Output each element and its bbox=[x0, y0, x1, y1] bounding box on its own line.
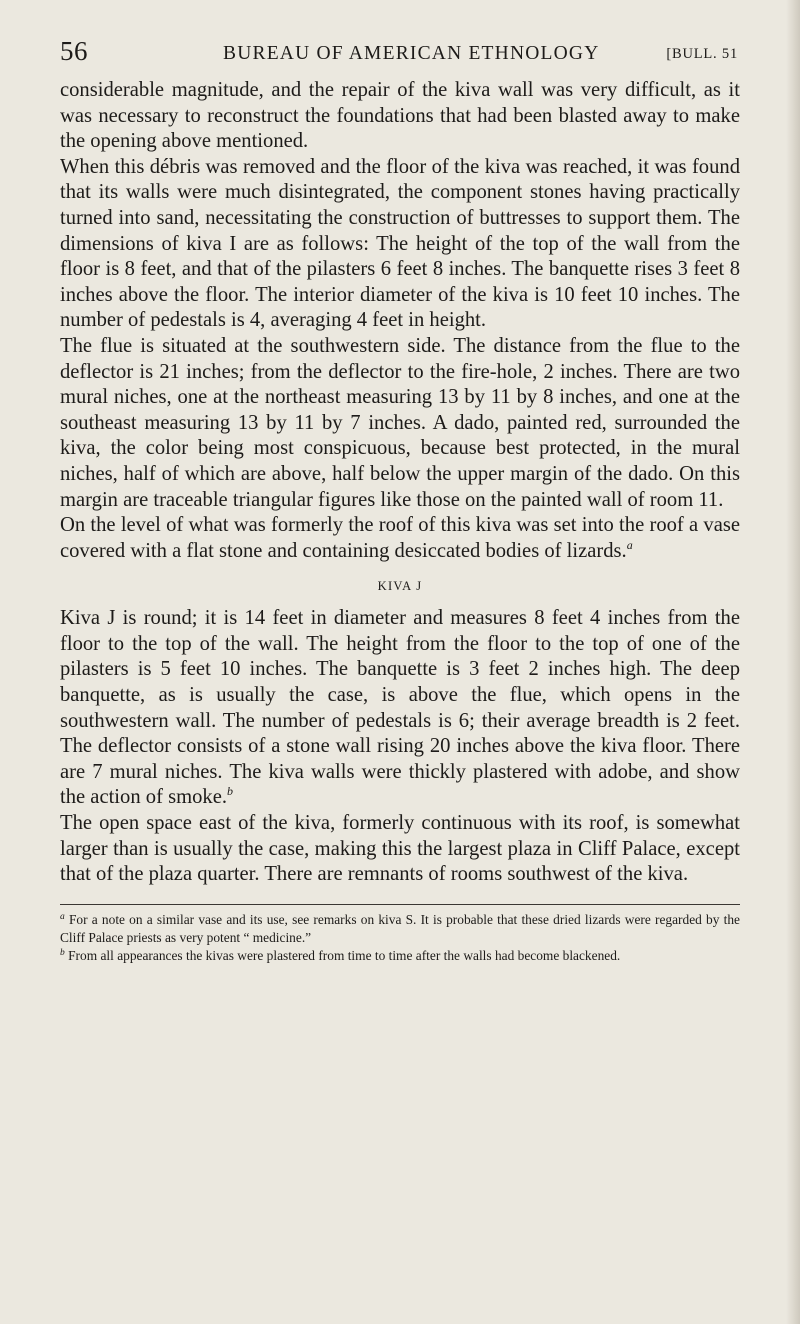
footnote-a: $^a$ For a note on a similar vase and its use, see remarks on kiva S. It is probable that these dried lizards were regarded by the Cliff Palace priests as very potent “ medicine.” bbox=[60, 911, 740, 945]
footnote-ref-b: b bbox=[227, 784, 233, 799]
page-edge-shadow bbox=[786, 0, 800, 1324]
paragraph-kiva-j: Kiva J is round; it is 14 feet in diameter and measures 8 feet 4 inches from the floor to the top of the wall. The height from the floor to the top of one of the pilasters is 5 feet 10 inches. The banquette is 3 feet 2 inches high. The deep banquette, as is usually the case, is above the flue, which opens in the southwestern wall. The number of pedestals is 6; their average breadth is 2 feet. The deflector consists of a stone wall rising 20 inches above the kiva floor. There are 7 mural niches. The kiva walls were thickly plastered with adobe, and show the action of smoke.$^b$ bbox=[60, 607, 740, 809]
running-title: BUREAU OF AMERICAN ETHNOLOGY bbox=[223, 43, 600, 64]
footnote-ref-a: a bbox=[626, 537, 633, 552]
paragraph-flue-and-niches: The flue is situated at the southwestern side. The distance from the flue to the deflector is 21 inches; from the deflector to the fire-hole, 2 inches. There are two mural niches, one at the northeast measuring 13 by 11 by 8 inches, and one at the southeast measuring 13 by 11 by 7 inches. A dado, painted red, surrounded the kiva, the color being most conspicuous, because best protected, in the mural niches, half of which are above, half below the upper margin of the dado. On this margin are traceable triangular figures like those on the painted wall of room 11. bbox=[60, 334, 740, 511]
body-text bbox=[60, 78, 740, 965]
paragraph-continuation: considerable magnitude, and the repair of the kiva wall was very difficult, as it was necessary to reconstruct the foundations that had been blasted away to make the opening above mentioned. bbox=[60, 79, 740, 153]
paragraph-open-space: The open space east of the kiva, formerly continuous with its roof, is somewhat larger than is usually the case, making this the largest plaza in Cliff Palace, except that of the plaza quarter. There are remnants of rooms southwest of the kiva. bbox=[60, 812, 740, 886]
running-head bbox=[60, 36, 740, 70]
section-heading: KIVA J bbox=[377, 579, 423, 594]
footnote-divider bbox=[60, 904, 740, 905]
footnote-b: $^b$ From all appearances the kivas were plastered from time to time after the walls had become blackened. bbox=[60, 947, 621, 963]
footnote-mark-a: a bbox=[60, 911, 65, 922]
footnote-mark-b: b bbox=[60, 947, 65, 958]
paragraph-roof-vase: On the level of what was formerly the roof of this kiva was set into the roof a vase covered with a flat stone and containing desiccated bodies of lizards.$^a$ bbox=[60, 514, 740, 562]
paragraph-kiva-i-dimensions: When this débris was removed and the floor of the kiva was reached, it was found that its walls were much disintegrated, the component stones having practically turned into sand, necessitating the construction of buttresses to support them. The dimensions of kiva I are as follows: The height of the top of the wall from the floor is 8 feet, and that of the pilasters 6 feet 8 inches. The banquette rises 3 feet 8 inches above the floor. The interior diameter of the kiva is 10 feet 10 inches. The number of pedestals is 4, averaging 4 feet in height. bbox=[60, 155, 740, 332]
page-number: 56 bbox=[60, 36, 88, 66]
bulletin-reference: [BULL. 51 bbox=[666, 46, 738, 62]
